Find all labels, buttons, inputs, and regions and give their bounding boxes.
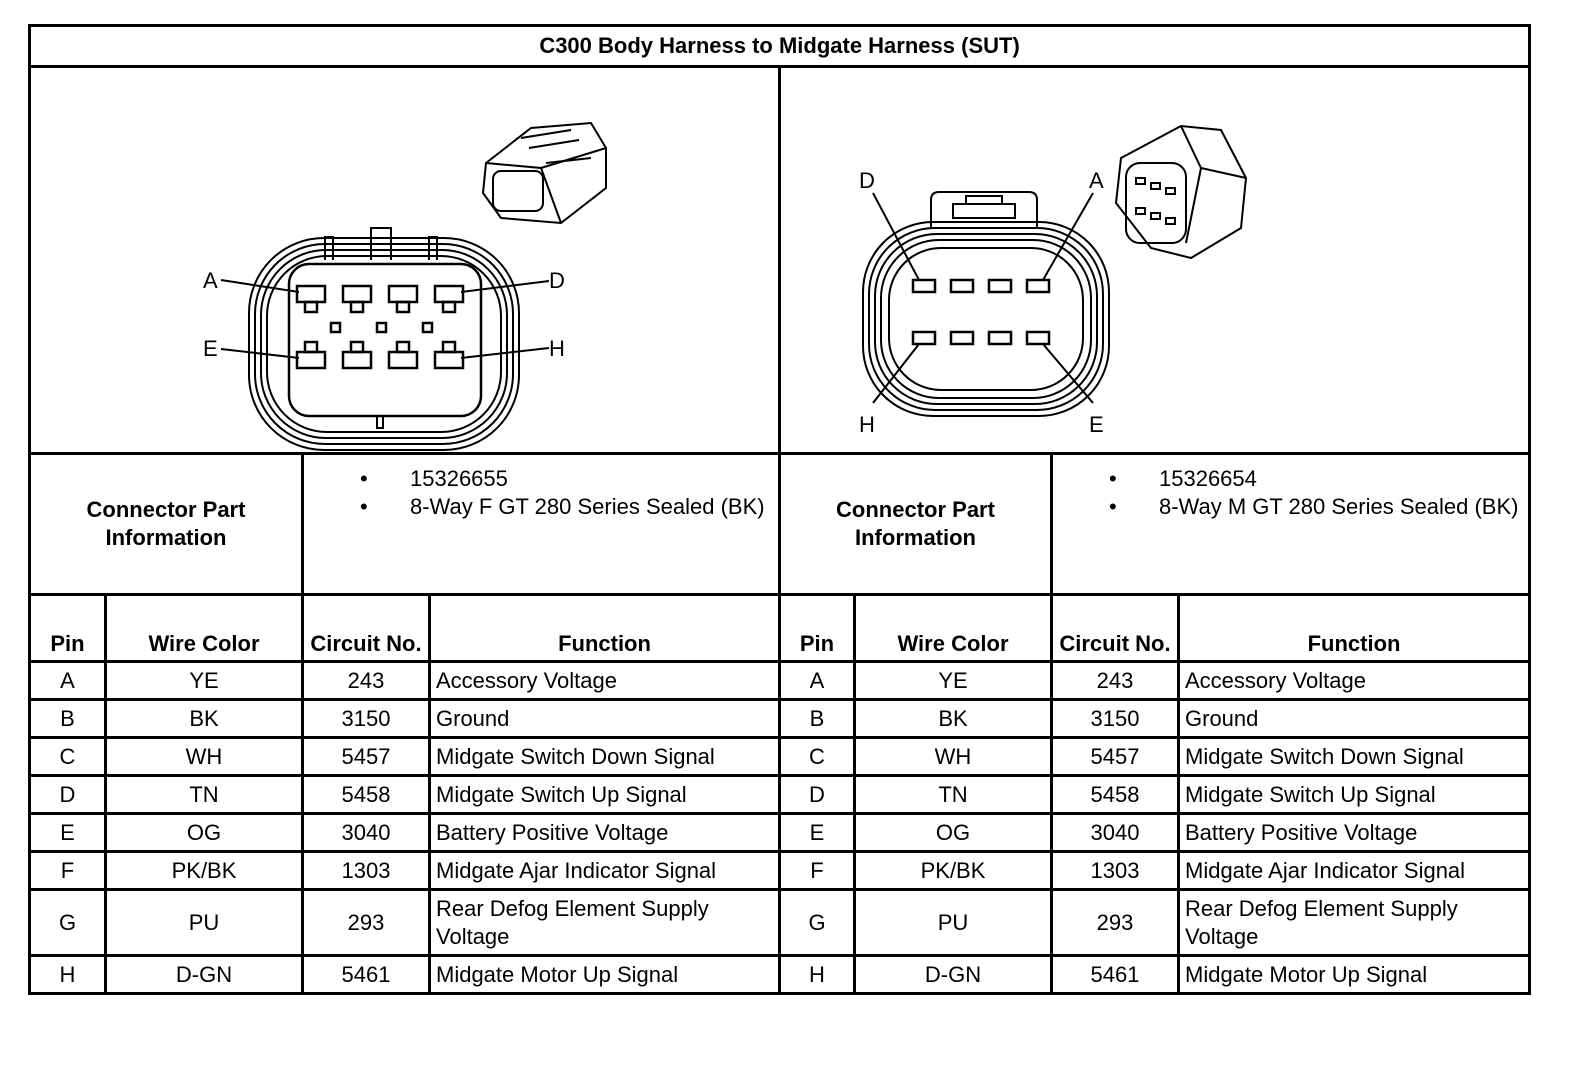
- table-row: [30, 852, 1530, 890]
- right-part-number: • 15326654: [1109, 465, 1522, 493]
- circuit-cell: 3040: [303, 814, 430, 852]
- pin-label-e: E: [203, 336, 218, 361]
- header-circuit: Circuit No.: [303, 595, 430, 662]
- function-cell: Midgate Ajar Indicator Signal: [1179, 852, 1530, 890]
- header-function: Function: [1179, 595, 1530, 662]
- circuit-cell: 3150: [1052, 700, 1179, 738]
- pin-cell: E: [780, 814, 855, 852]
- wire-color-cell: WH: [855, 738, 1052, 776]
- circuit-cell: 5461: [303, 956, 430, 994]
- wire-color-cell: YE: [855, 662, 1052, 700]
- pin-label-a: A: [203, 268, 218, 293]
- function-cell: Midgate Switch Down Signal: [1179, 738, 1530, 776]
- table-row: [30, 956, 1530, 994]
- pin-cell: D: [780, 776, 855, 814]
- function-cell: Accessory Voltage: [430, 662, 780, 700]
- wire-color-cell: OG: [855, 814, 1052, 852]
- pin-cell: H: [30, 956, 106, 994]
- function-cell: Midgate Switch Down Signal: [430, 738, 780, 776]
- pin-cell: D: [30, 776, 106, 814]
- circuit-cell: 1303: [1052, 852, 1179, 890]
- connector-3d-icon: [1116, 126, 1246, 258]
- header-wire-color: Wire Color: [855, 595, 1052, 662]
- table-row: [30, 890, 1530, 956]
- circuit-cell: 5457: [303, 738, 430, 776]
- circuit-cell: 243: [303, 662, 430, 700]
- pin-cell: F: [30, 852, 106, 890]
- function-cell: Midgate Motor Up Signal: [430, 956, 780, 994]
- wire-color-cell: D-GN: [855, 956, 1052, 994]
- header-function: Function: [430, 595, 780, 662]
- circuit-cell: 3150: [303, 700, 430, 738]
- circuit-cell: 5461: [1052, 956, 1179, 994]
- function-cell: Midgate Switch Up Signal: [430, 776, 780, 814]
- pin-cell: F: [780, 852, 855, 890]
- pin-label-h: H: [549, 336, 565, 361]
- function-cell: Battery Positive Voltage: [1179, 814, 1530, 852]
- connector-table: [28, 24, 1531, 995]
- pin-label-d: D: [549, 268, 565, 293]
- pin-cell: B: [780, 700, 855, 738]
- pin-cell: C: [30, 738, 106, 776]
- connector-3d-icon: [483, 123, 606, 223]
- circuit-cell: 1303: [303, 852, 430, 890]
- table-row: [30, 738, 1530, 776]
- male-connector-face: [863, 192, 1109, 416]
- circuit-cell: 243: [1052, 662, 1179, 700]
- wire-color-cell: YE: [106, 662, 303, 700]
- header-row: [30, 595, 1530, 662]
- function-cell: Midgate Motor Up Signal: [1179, 956, 1530, 994]
- wire-color-cell: PK/BK: [855, 852, 1052, 890]
- circuit-cell: 293: [303, 890, 430, 956]
- pin-cell: B: [30, 700, 106, 738]
- pin-label-a: A: [1089, 168, 1104, 193]
- table-row: [30, 814, 1530, 852]
- left-part-info: [303, 454, 780, 595]
- pin-label-h: H: [859, 412, 875, 437]
- pin-label-e: E: [1089, 412, 1104, 437]
- wire-color-cell: OG: [106, 814, 303, 852]
- function-cell: Midgate Ajar Indicator Signal: [430, 852, 780, 890]
- function-cell: Rear Defog Element Supply Voltage: [1179, 890, 1530, 956]
- table-row: [30, 700, 1530, 738]
- function-cell: Rear Defog Element Supply Voltage: [430, 890, 780, 956]
- circuit-cell: 293: [1052, 890, 1179, 956]
- wire-color-cell: D-GN: [106, 956, 303, 994]
- header-circuit: Circuit No.: [1052, 595, 1179, 662]
- left-part-description: • 8-Way F GT 280 Series Sealed (BK): [360, 493, 772, 521]
- function-cell: Ground: [1179, 700, 1530, 738]
- left-part-number: • 15326655: [360, 465, 772, 493]
- header-pin: Pin: [780, 595, 855, 662]
- pin-label-d: D: [859, 168, 875, 193]
- table-row: [30, 662, 1530, 700]
- pin-cell: C: [780, 738, 855, 776]
- function-cell: Battery Positive Voltage: [430, 814, 780, 852]
- header-wire-color: Wire Color: [106, 595, 303, 662]
- pin-cell: E: [30, 814, 106, 852]
- pin-cell: A: [30, 662, 106, 700]
- wire-color-cell: TN: [106, 776, 303, 814]
- circuit-cell: 5458: [1052, 776, 1179, 814]
- circuit-cell: 5458: [303, 776, 430, 814]
- pin-cell: A: [780, 662, 855, 700]
- wire-color-cell: TN: [855, 776, 1052, 814]
- circuit-cell: 3040: [1052, 814, 1179, 852]
- function-cell: Accessory Voltage: [1179, 662, 1530, 700]
- wire-color-cell: BK: [855, 700, 1052, 738]
- wire-color-cell: WH: [106, 738, 303, 776]
- male-connector-diagram: [780, 67, 1530, 454]
- wire-color-cell: PU: [106, 890, 303, 956]
- wire-color-cell: PU: [855, 890, 1052, 956]
- table-row: [30, 776, 1530, 814]
- female-connector-diagram: [30, 67, 780, 454]
- female-connector-face: [221, 228, 549, 450]
- document-title: C300 Body Harness to Midgate Harness (SUT): [30, 26, 1530, 67]
- wire-color-cell: BK: [106, 700, 303, 738]
- pin-cell: G: [30, 890, 106, 956]
- pin-cell: H: [780, 956, 855, 994]
- wire-color-cell: PK/BK: [106, 852, 303, 890]
- pin-cell: G: [780, 890, 855, 956]
- header-pin: Pin: [30, 595, 106, 662]
- left-info-label: Connector Part Information: [30, 454, 303, 595]
- right-part-info: [1052, 454, 1530, 595]
- right-part-description: • 8-Way M GT 280 Series Sealed (BK): [1109, 493, 1522, 521]
- circuit-cell: 5457: [1052, 738, 1179, 776]
- function-cell: Midgate Switch Up Signal: [1179, 776, 1530, 814]
- function-cell: Ground: [430, 700, 780, 738]
- right-info-label: Connector Part Information: [780, 454, 1052, 595]
